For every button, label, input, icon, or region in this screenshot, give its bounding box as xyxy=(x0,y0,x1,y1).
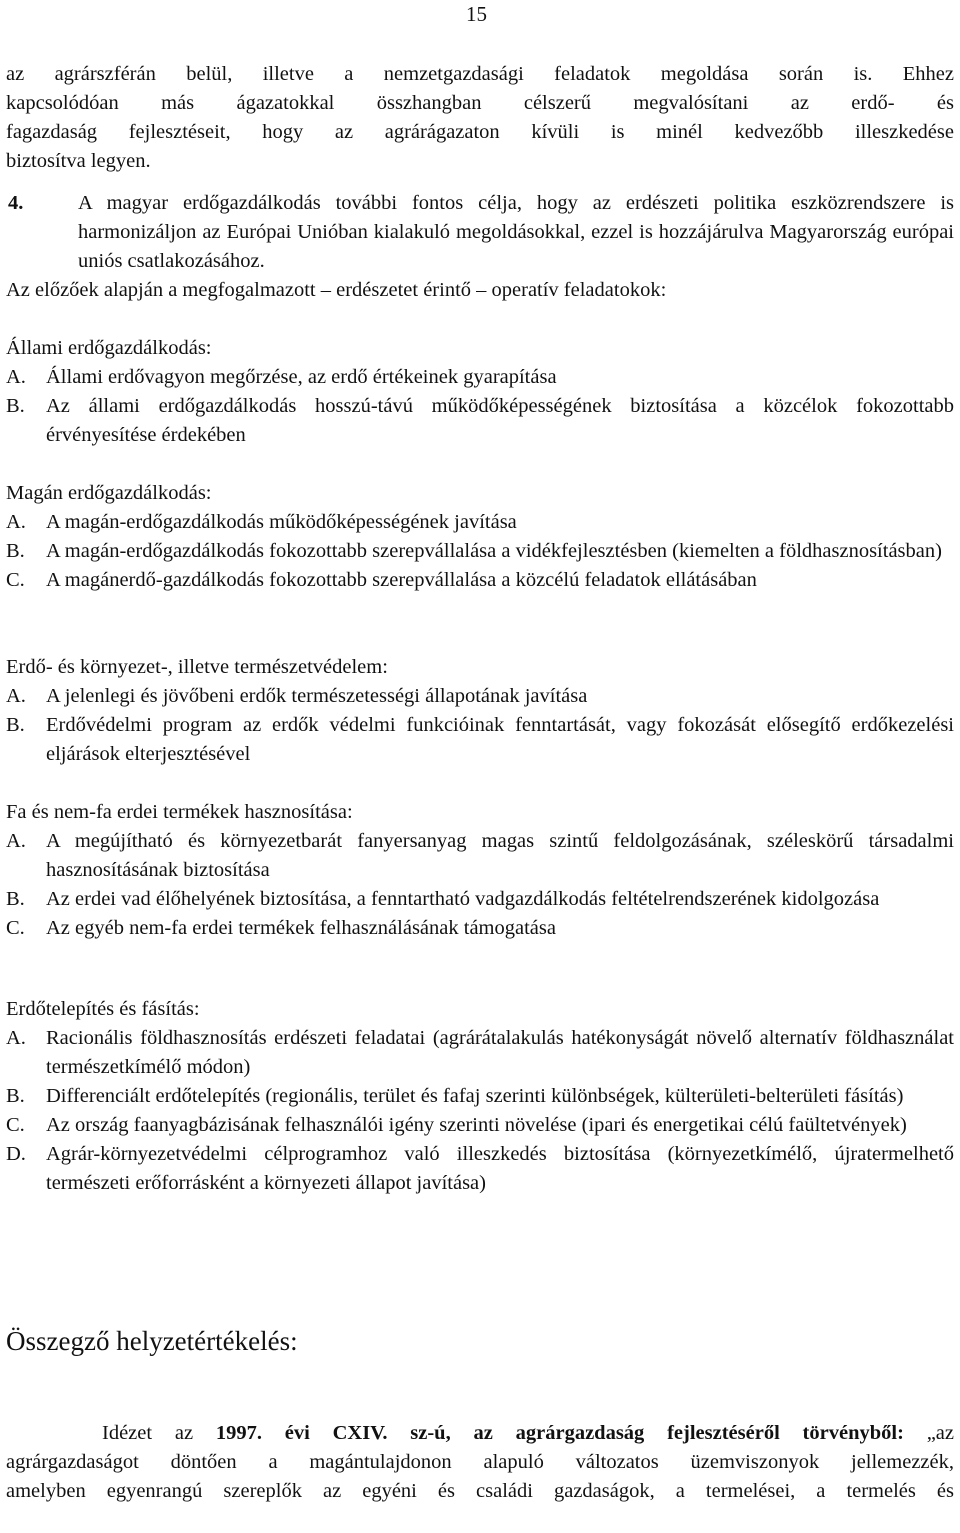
list-item xyxy=(6,711,954,769)
section-fa-termekek xyxy=(6,798,954,943)
item-text: Agrár-környezetvédelmi célprogramhoz való illeszkedés biztosítása (környezetkímélő, újratermelhető természeti erőforrásként a környezeti állapot javítása) xyxy=(46,1143,954,1194)
section-heading: Erdő- és környezet-, illetve természetvédelem: xyxy=(6,656,388,678)
list-item xyxy=(6,682,954,711)
item-text: Racionális földhasznosítás erdészeti feladatai (agrárátalakulás hatékonyságát növelő alternatív földhasználat természetkímélő módon) xyxy=(46,1027,954,1078)
intro-paragraph xyxy=(6,60,954,176)
item-text: Az egyéb nem-fa erdei termékek felhasználásának támogatása xyxy=(46,917,556,939)
section-heading: Magán erdőgazdálkodás: xyxy=(6,482,212,504)
list-item xyxy=(6,566,954,595)
quote-line-2: agrárgazdaságot döntően a magántulajdonon alapuló változatos üzemviszonyok jellemezzék, xyxy=(6,1451,954,1473)
item-label: C. xyxy=(6,917,25,939)
list-item xyxy=(6,1111,954,1140)
item-text: Differenciált erdőtelepítés (regionális, terület és fafaj szerinti különbségek, külterületi-belterületi fásítás) xyxy=(46,1085,904,1107)
quote-source: 1997. évi CXIV. sz-ú, az agrárgazdaság fejlesztéséről törvényből: xyxy=(215,1422,904,1444)
item-text: A magán-erdőgazdálkodás működőképességének javítása xyxy=(46,511,517,533)
quote-open: „az xyxy=(903,1422,955,1444)
item-text: Az erdei vad élőhelyének biztosítása, a fenntartható vadgazdálkodás feltételrendszerének kidolgozása xyxy=(46,888,880,910)
item-label: A. xyxy=(6,685,26,707)
item-label: A. xyxy=(6,1027,26,1049)
intro-line: kapcsolódóan más ágazatokkal összhangban célszerű megvalósítani az erdő- és xyxy=(6,92,954,114)
item-label: B. xyxy=(6,540,25,562)
list-item xyxy=(6,1024,954,1082)
lead-line: Az előzőek alapján a megfogalmazott – erdészetet érintő – operatív feladatokok: xyxy=(6,279,667,301)
intro-line: fagazdaság fejlesztéseit, hogy az agrárágazaton kívüli is minél kedvezőbb illeszkedése xyxy=(6,121,954,143)
item-text: A megújítható és környezetbarát fanyersanyag magas szintű feldolgozásának, széleskörű társadalmi hasznosításának biztosítása xyxy=(46,830,954,881)
quote-prefix: Idézet az xyxy=(102,1422,216,1444)
item-text: Állami erdővagyon megőrzése, az erdő értékeinek gyarapítása xyxy=(46,366,557,388)
item-label: B. xyxy=(6,714,25,736)
item-label: A. xyxy=(6,511,26,533)
item-text: Erdővédelmi program az erdők védelmi funkcióinak fenntartását, vagy fokozását elősegítő erdőkezelési eljárások elterjesztésével xyxy=(46,714,954,765)
list-item xyxy=(6,1082,954,1111)
item-label: C. xyxy=(6,569,25,591)
section-kornyezetvedelem xyxy=(6,653,954,769)
item-label: B. xyxy=(6,888,25,910)
list-item xyxy=(6,363,954,392)
list-item xyxy=(6,392,954,450)
point-4-label: 4. xyxy=(8,192,24,214)
section-heading: Fa és nem-fa erdei termékek hasznosítása: xyxy=(6,801,353,823)
list-item xyxy=(6,537,954,566)
intro-line: biztosítva legyen. xyxy=(6,150,151,172)
item-label: D. xyxy=(6,1143,26,1165)
list-item xyxy=(6,508,954,537)
item-text: A magánerdő-gazdálkodás fokozottabb szerepvállalása a közcélú feladatok ellátásában xyxy=(46,569,757,591)
page-number: 15 xyxy=(466,2,487,26)
item-text: Az ország faanyagbázisának felhasználói igény szerinti növelése (ipari és energetikai célú faültetvények) xyxy=(46,1114,907,1136)
list-item xyxy=(6,914,954,943)
intro-line: az agrárszférán belül, illetve a nemzetgazdasági feladatok megoldása során is. Ehhez xyxy=(6,63,954,85)
section-allami xyxy=(6,334,954,450)
item-label: C. xyxy=(6,1114,25,1136)
section-heading: Erdőtelepítés és fásítás: xyxy=(6,998,200,1020)
item-text: A magán-erdőgazdálkodás fokozottabb szerepvállalása a vidékfejlesztésben (kiemelten a földhasznosításban) xyxy=(46,540,942,562)
section-heading: Állami erdőgazdálkodás: xyxy=(6,337,212,359)
list-item xyxy=(6,885,954,914)
item-label: B. xyxy=(6,395,25,417)
quote-line-1 xyxy=(6,1419,954,1448)
item-text: A jelenlegi és jövőbeni erdők természetességi állapotának javítása xyxy=(46,685,588,707)
section-erdotelepites xyxy=(6,995,954,1198)
quote-line-3: amelyben egyenrangú szereplők az egyéni és családi gazdaságok, a termelései, a termelés és xyxy=(6,1480,954,1502)
item-label: A. xyxy=(6,366,26,388)
item-label: A. xyxy=(6,830,26,852)
point-4 xyxy=(6,189,954,276)
quote-paragraph xyxy=(6,1419,954,1506)
item-label: B. xyxy=(6,1085,25,1107)
item-text: Az állami erdőgazdálkodás hosszú-távú működőképességének biztosítása a közcélok fokozottabb érvényesítése érdekében xyxy=(46,395,954,446)
section-magan xyxy=(6,479,954,595)
point-4-text: A magyar erdőgazdálkodás további fontos célja, hogy az erdészeti politika eszközrendszere is harmonizáljon az Európai Unióban kialakuló megoldásokkal, ezzel is hozzájárulva Magyarország európai uniós csatlakozásához. xyxy=(78,192,954,272)
list-item xyxy=(6,1140,954,1198)
list-item xyxy=(6,827,954,885)
summary-heading: Összegző helyzetértékelés: xyxy=(6,1326,298,1356)
